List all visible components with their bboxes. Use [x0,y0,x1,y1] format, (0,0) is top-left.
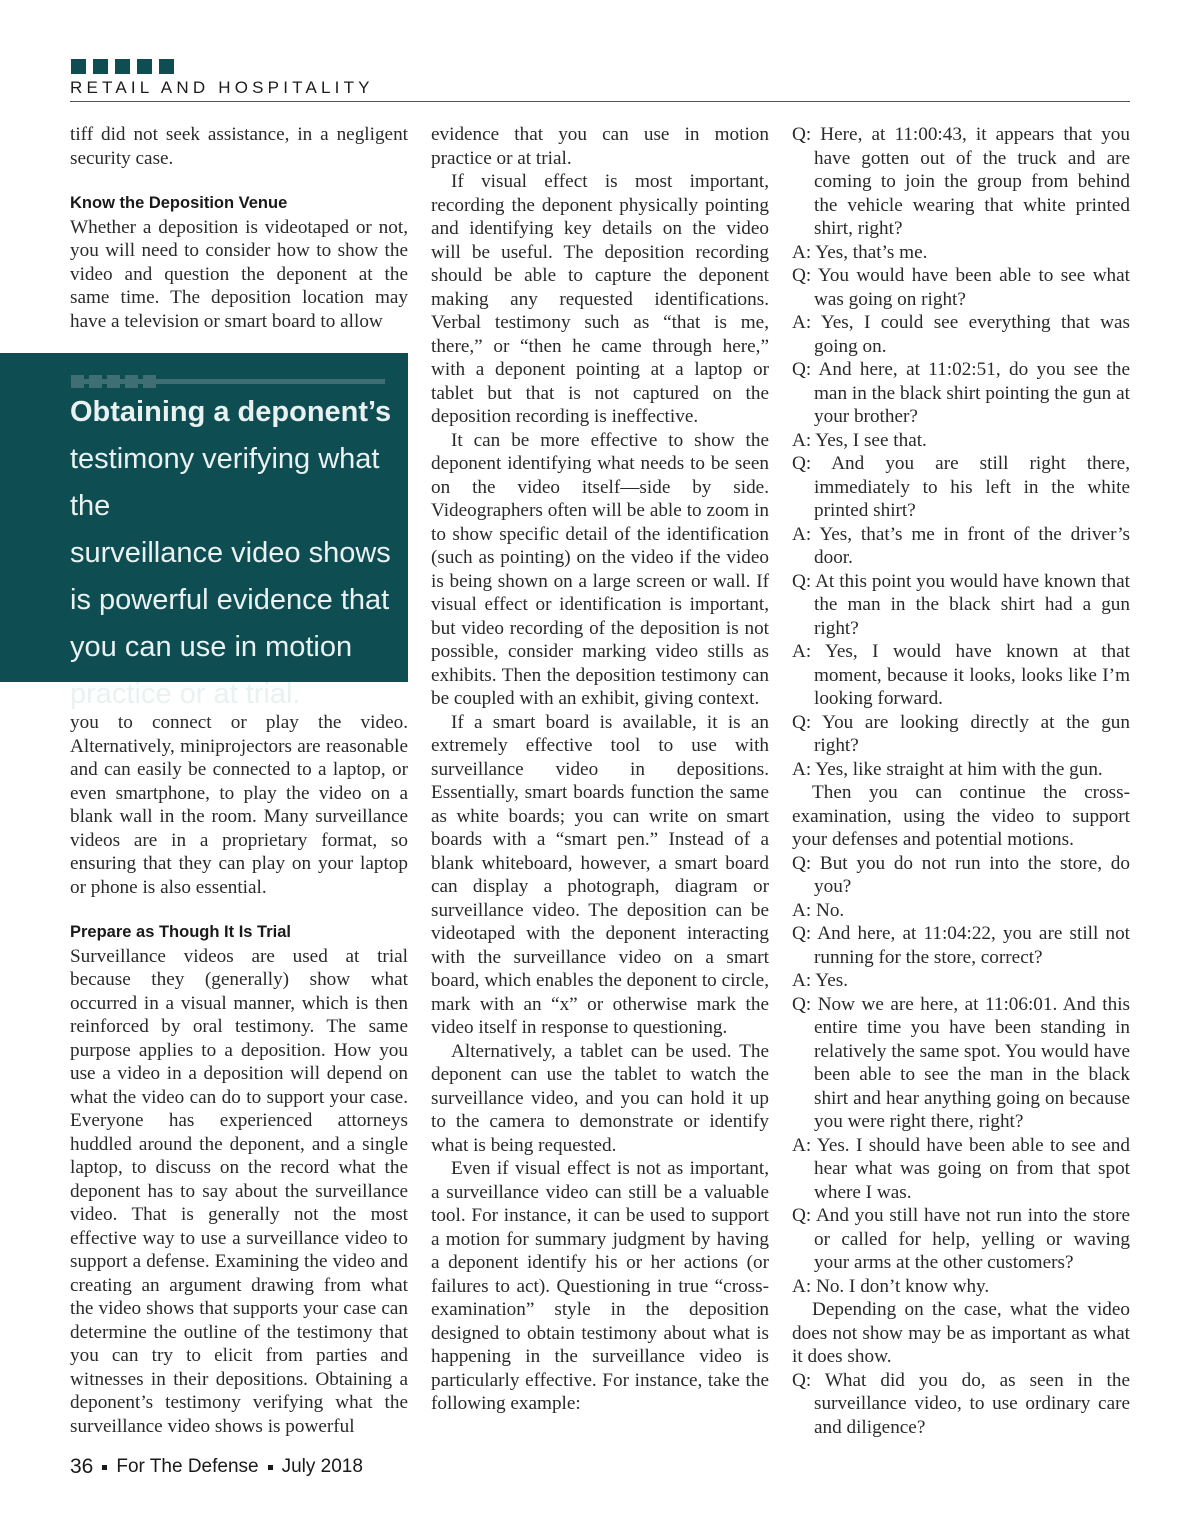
issue-date: July 2018 [281,1456,363,1477]
paragraph-venue-continued: you to connect or play the video. Alternatively, miniprojectors are reasonable and can easily be connected to a laptop, or even smartphone, to play the video on a blank wall in the room. Many surveillance videos are in a proprietary format, so ensuring that they can play on your laptop or phone is also essential. [70,712,408,898]
pull-quote-line: practice or at trial. [70,678,301,710]
qa-line: Q: And you are still right there, immediately to his left in the white printed shirt? [792,453,1130,521]
pull-quote-line: surveillance video shows [70,537,391,569]
paragraph: It can be more effective to show the deponent identifying what needs to be seen on the video itself—side by side. Videographers often will be able to zoom in to show specific detail of the identification (such as pointing) on the video if the video is being shown on a large screen or wall. If visual effect or identification is important, but video recording of the deposition is not possible, consider marking video stills as exhibits. Then the deposition testimony can be coupled with an exhibit, giving context. [431,429,769,709]
qa-line: A: Yes. I should have been able to see and hear what was going on from that spot where I was. [792,1134,1130,1203]
paragraph-then: Then you can continue the cross-examination, using the video to support your defenses and potential motions. [792,782,1130,850]
qa-line: Q: You are looking directly at the gun right? [792,711,1130,756]
pull-quote-text [70,389,400,718]
section-label: RETAIL AND HOSPITALITY [70,78,374,97]
qa-line: Q: And here, at 11:02:51, do you see the man in the black shirt pointing the gun at your brother? [792,359,1130,427]
page-number: 36 [70,1455,94,1478]
pull-quote-box [0,353,408,710]
paragraph-venue: Whether a deposition is videotaped or not, you will need to consider how to show the video and question the deponent at the same time. The deposition location may have a television or smart board to allow [70,216,408,332]
qa-line: Q: What did you do, as seen in the surveillance video, to use ordinary care and diligence? [792,1369,1130,1438]
qa-line: Q: But you do not run into the store, do you? [792,852,1130,897]
qa-line: Q: You would have been able to see what was going on right? [792,265,1130,310]
qa-line: Q: At this point you would have known that the man in the black shirt had a gun right? [792,570,1130,639]
column-1-bottom [70,711,408,1438]
paragraph: Alternatively, a tablet can be used. The deponent can use the tablet to watch the surveillance video, and you can hold it up to the camera to demonstrate or identify what is being requested. [431,1040,769,1156]
header-rule [70,101,1130,102]
qa-line: A: Yes, I could see everything that was going on. [792,312,1130,357]
heading-prepare-trial: Prepare as Though It Is Trial [70,923,291,941]
qa-line: A: Yes. [792,970,848,991]
qa-line: A: Yes, that’s me. [792,241,928,263]
paragraph: evidence that you can use in motion practice or at trial. [431,124,769,169]
qa-line: A: Yes, I see that. [792,429,927,451]
qa-line: Q: Now we are here, at 11:06:01. And this entire time you have been standing in relatively the same spot. You would have been able to see the man in the black shirt and hear anything going on because you were right there, right? [792,993,1130,1132]
qa-line: Q: And here, at 11:04:22, you are still not running for the store, correct? [792,923,1130,968]
bullet-separator [102,1465,107,1470]
qa-line: Q: Here, at 11:00:43, it appears that you have gotten out of the truck and are coming to join the group from behind the vehicle wearing that white printed shirt, right? [792,124,1130,239]
page-footer [70,1455,363,1479]
qa-line: A: Yes, I would have known at that moment, because it looks, looks like I’m looking forward. [792,641,1130,709]
paragraph: If a smart board is available, it is an extremely effective tool to use with surveillance video in depositions. Essentially, smart boards function the same as white boards; you can write on smart boards with a “smart pen.” Instead of a blank whiteboard, however, a smart board can display a photograph, diagram or surveillance video. The deposition can be videotaped with the deponent interacting with the surveillance video on a smart board, which enables the deponent to circle, mark with an “x” or otherwise mark the video itself in response to questioning. [431,711,769,1038]
column-1-top [70,123,408,333]
pull-quote-line: you can use in motion [70,631,353,663]
qa-line: A: Yes, that’s me in front of the driver’s door. [792,523,1130,568]
column-3 [792,123,1130,1439]
qa-line: A: No. [792,899,845,921]
paragraph-trial: Surveillance videos are used at trial because they (generally) show what occurred in a visual manner, which is then reinforced by oral testimony. The same purpose applies to a deposition. How you use a video in a deposition will depend on what the video can do to support your case. Everyone has experienced attorneys huddled around the deponent, and a single laptop, to discuss on the record what the deponent has to say about the surveillance video. That is generally not the most effective way to use a surveillance video to support a defense. Examining the video and creating an argument drawing from what the video shows that supports your case can determine the outline of the testimony that you can try to elicit from parties and witnesses in their depositions. Obtaining a deponent’s testimony verifying what the surveillance video shows is powerful [70,945,408,1437]
qa-line: A: Yes, like straight at him with the gun. [792,758,1103,780]
paragraph: Even if visual effect is not as important, a surveillance video can still be a valuable tool. For instance, it can be used to support a motion for summary judgment by having a deponent identify his or her actions (or failures to act). Questioning in true “cross-examination” style in the deposition designed to obtain testimony about what is happening in the surveillance video is particularly effective. For instance, take the following example: [431,1158,769,1414]
column-2 [431,123,769,1416]
publication-name: For The Defense [116,1456,259,1477]
qa-line: Q: And you still have not run into the store or called for help, yelling or waving your arms at the other customers? [792,1205,1130,1273]
pull-quote-lead: Obtaining a deponent’s [70,396,392,428]
paragraph-depending: Depending on the case, what the video does not show may be as important as what it does show. [792,1299,1130,1367]
qa-line: A: No. I don’t know why. [792,1275,990,1297]
pull-quote-line: testimony verifying what the [70,443,380,522]
bullet-separator [268,1465,273,1470]
heading-deposition-venue: Know the Deposition Venue [70,194,288,212]
pull-quote-line: is powerful evidence that [70,584,390,616]
section-squares-decoration [71,59,174,74]
paragraph-intro: tiff did not seek assistance, in a negligent security case. [70,124,408,169]
paragraph: If visual effect is most important, recording the deponent physically pointing and identifying key details on the video will be useful. The deposition recording should be able to capture the deponent making any requested identifications. Verbal testimony such as “that is me, there,” or “then he came through here,” with a deponent pointing at a laptop or tablet but that is not captured on the deposition recording is ineffective. [431,171,769,427]
pull-quote-squares [71,375,156,388]
